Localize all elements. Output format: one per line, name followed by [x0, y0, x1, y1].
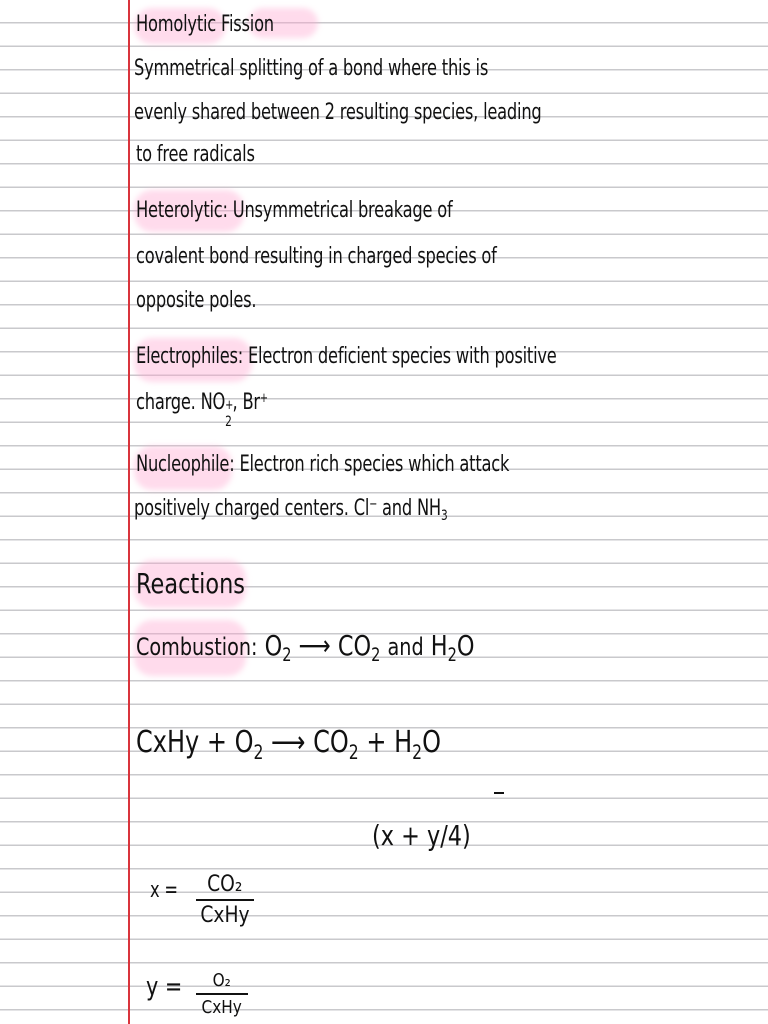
- subscript-2: 2: [447, 645, 457, 667]
- carbon-dioxide: CO: [313, 725, 349, 760]
- x-label: x =: [150, 878, 178, 903]
- fraction-bar: [196, 899, 254, 901]
- arrow-icon: ⟶: [298, 629, 331, 662]
- subscript-2: 2: [371, 645, 381, 667]
- nucleophile-examples: positively charged centers. Cl: [134, 496, 370, 521]
- combustion-line: [136, 629, 475, 667]
- electrophiles-title: Electrophiles:: [136, 344, 244, 369]
- nucleophile-line-1: [136, 454, 509, 476]
- subscript-2: 2: [253, 740, 264, 764]
- heterolytic-line-1: [136, 200, 453, 222]
- heterolytic-line-2: covalent bond resulting in charged species of: [136, 244, 497, 269]
- y-fraction: [196, 970, 248, 1018]
- oxygen: O: [264, 629, 283, 662]
- electrophiles-text: Electron deficient species with positive: [243, 344, 557, 369]
- hydrogen: H: [394, 725, 413, 760]
- y-numerator: O₂: [212, 970, 232, 991]
- nucleophile-example-nh: and NH: [377, 496, 441, 521]
- reactions-heading: Reactions: [136, 567, 245, 600]
- heterolytic-title: Heterolytic:: [136, 198, 228, 223]
- subscript-2: 2: [412, 740, 423, 764]
- subscript-2: 2: [225, 414, 232, 430]
- superscript-minus: −: [369, 496, 378, 512]
- water-o: O: [456, 629, 475, 662]
- arrow-icon: ⟶: [271, 725, 306, 760]
- subscript-2: 2: [282, 645, 292, 667]
- notebook-margin-line: [128, 0, 130, 1024]
- nucleophile-text: Electron rich species which attack: [234, 452, 510, 477]
- y-denominator: CxHy: [201, 996, 243, 1018]
- homolytic-line-1: Symmetrical splitting of a bond where this is: [134, 56, 489, 81]
- coefficient: (x + y/4): [372, 819, 471, 852]
- underline-mark: [494, 792, 504, 794]
- electrophiles-example-br: , Br: [232, 390, 260, 415]
- electrophiles-line-2: [136, 390, 268, 430]
- superscript-plus: +: [259, 390, 268, 406]
- nucleophile-title: Nucleophile:: [136, 452, 235, 477]
- combustion-label: Combustion:: [136, 633, 258, 661]
- fraction-bar: [196, 993, 248, 995]
- plus-sign: +: [366, 725, 387, 760]
- x-denominator: CxHy: [200, 902, 250, 928]
- carbon-dioxide: CO: [337, 629, 372, 662]
- homolytic-title: Homolytic Fission: [136, 12, 274, 37]
- equation-lhs: CxHy + O: [136, 725, 254, 760]
- water-o: O: [422, 725, 441, 760]
- and-text: and: [387, 633, 424, 661]
- homolytic-line-3: to free radicals: [136, 142, 255, 167]
- x-fraction: [196, 872, 254, 928]
- heterolytic-text: Unsymmetrical breakage of: [227, 198, 453, 223]
- electrophiles-examples: charge. NO: [136, 390, 226, 415]
- hydrogen: H: [430, 629, 448, 662]
- combustion-equation: [136, 725, 441, 764]
- nucleophile-line-2: [134, 496, 448, 524]
- superscript-plus: +: [225, 398, 234, 413]
- electrophiles-line-1: [136, 346, 557, 368]
- subscript-3: 3: [440, 508, 448, 524]
- homolytic-line-2: evenly shared between 2 resulting species, leading: [134, 100, 542, 125]
- x-numerator: CO₂: [207, 872, 243, 897]
- subscript-2: 2: [348, 740, 359, 764]
- y-label: y =: [146, 972, 183, 1002]
- heterolytic-line-3: opposite poles.: [136, 288, 257, 313]
